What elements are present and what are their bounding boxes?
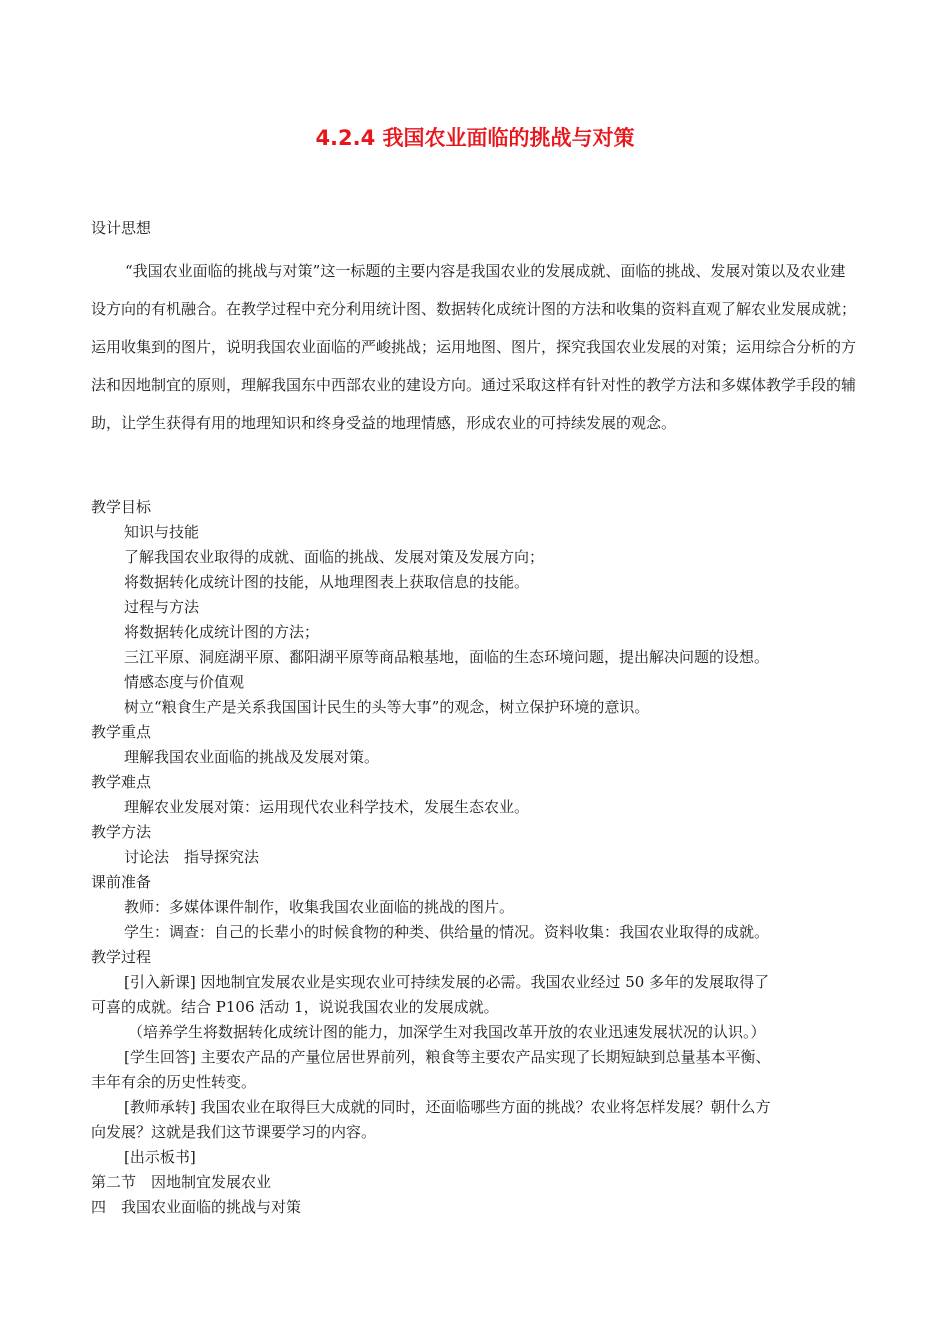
- intro-line-1: [引入新课] 因地制宜发展农业是实现农业可持续发展的必需。我国农业经过 50 多年的发展取得了: [124, 973, 770, 991]
- answer-line-1: [学生回答] 主要农产品的产量位居世界前列，粮食等主要农产品实现了长期短缺到总量基本平衡、: [124, 1048, 771, 1066]
- process-heading: 教学过程: [91, 948, 152, 966]
- knowledge-item-2: 将数据转化成统计图的技能，从地理图表上获取信息的技能。: [124, 573, 530, 591]
- method-text: 讨论法 指导探究法: [124, 848, 260, 866]
- prep-student: 学生：调查：自己的长辈小的时候食物的种类、供给量的情况。资料收集：我国农业取得的成就。: [124, 923, 770, 941]
- prep-teacher: 教师：多媒体课件制作，收集我国农业面临的挑战的图片。: [124, 898, 515, 916]
- process-method-item-1: 将数据转化成统计图的方法；: [124, 623, 320, 641]
- method-heading: 教学方法: [91, 823, 152, 841]
- page-title: 4.2.4 我国农业面临的挑战与对策: [315, 126, 635, 150]
- section-title: 第二节 因地制宜发展农业: [91, 1173, 272, 1191]
- difficulty-heading: 教学难点: [91, 773, 152, 791]
- emotion-item-1: 树立“粮食生产是关系我国国计民生的头等大事”的观念，树立保护环境的意识。: [124, 698, 650, 716]
- board-label: [出示板书]: [124, 1148, 196, 1166]
- process-method-item-2: 三江平原、洞庭湖平原、鄱阳湖平原等商品粮基地，面临的生态环境问题，提出解决问题的设想。: [124, 648, 770, 666]
- intro-line-2: 可喜的成就。结合 P106 活动 1，说说我国农业的发展成就。: [91, 998, 499, 1016]
- knowledge-heading: 知识与技能: [124, 523, 200, 541]
- knowledge-item-1: 了解我国农业取得的成就、面临的挑战、发展对策及发展方向；: [124, 548, 545, 566]
- process-method-heading: 过程与方法: [124, 598, 200, 616]
- subsection-title: 四 我国农业面临的挑战与对策: [91, 1198, 302, 1216]
- key-heading: 教学重点: [91, 723, 152, 741]
- process-note: （培养学生将数据转化成统计图的能力，加深学生对我国改革开放的农业迅速发展状况的认识。）: [128, 1023, 766, 1041]
- key-text: 理解我国农业面临的挑战及发展对策。: [124, 748, 380, 766]
- design-paragraph: “我国农业面临的挑战与对策”这一标题的主要内容是我国农业的发展成就、面临的挑战、发展对策以及农业建设方向的有机融合。在教学过程中充分利用统计图、数据转化成统计图的方法和收集的资料直观了解农业发展成就；运用收集到的图片，说明我国农业面临的严峻挑战；运用地图、图片，探究我国农业发展的对策；运用综合分析的方法和因地制宜的原则，理解我国东中西部农业的建设方向。通过采取这样有针对性的教学方法和多媒体教学手段的辅助，让学生获得有用的地理知识和终身受益的地理情感，形成农业的可持续发展的观念。: [91, 262, 857, 432]
- prep-heading: 课前准备: [91, 873, 152, 891]
- transition-line-1: [教师承转] 我国农业在取得巨大成就的同时，还面临哪些方面的挑战？农业将怎样发展？朝什么方: [124, 1098, 771, 1116]
- answer-line-2: 丰年有余的历史性转变。: [91, 1073, 257, 1091]
- goals-heading: 教学目标: [91, 498, 152, 516]
- transition-line-2: 向发展？这就是我们这节课要学习的内容。: [91, 1123, 377, 1141]
- emotion-heading: 情感态度与价值观: [124, 673, 245, 691]
- design-heading: 设计思想: [91, 219, 152, 237]
- difficulty-text: 理解农业发展对策：运用现代农业科学技术，发展生态农业。: [124, 798, 530, 816]
